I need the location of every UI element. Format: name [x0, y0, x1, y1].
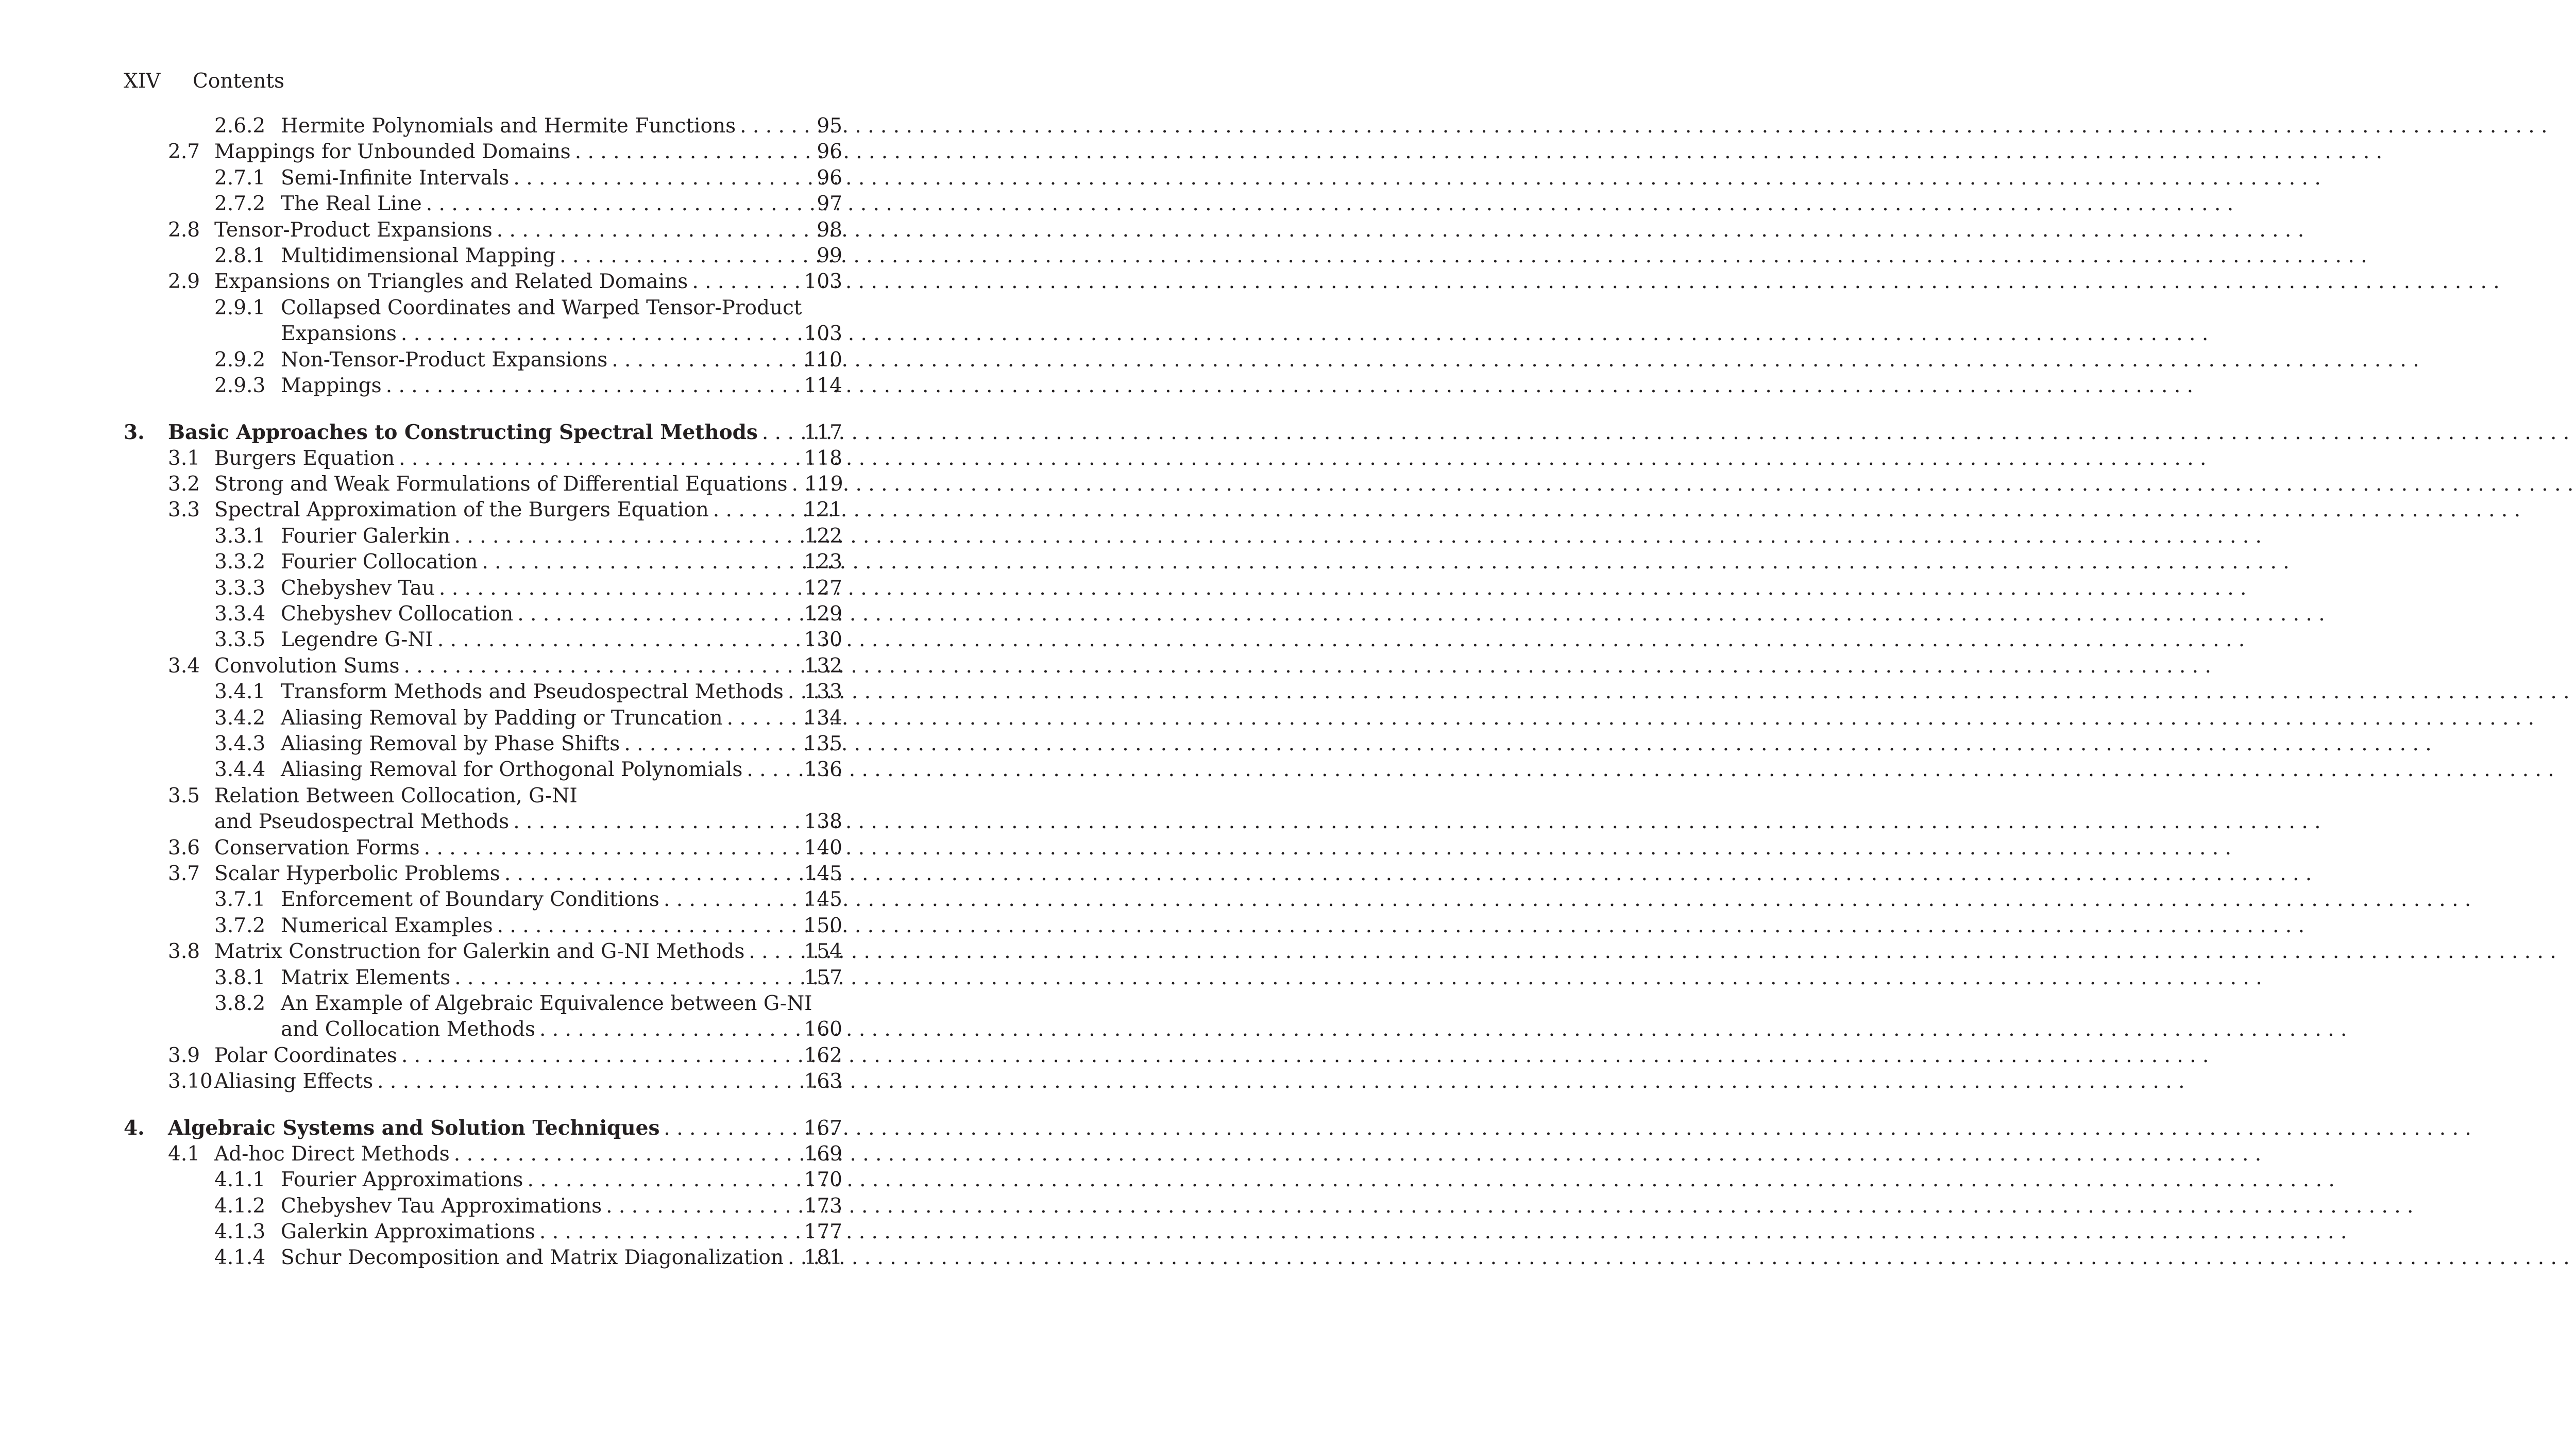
toc-entry-title: Matrix Construction for Galerkin and G-NI Methods — [214, 940, 745, 964]
toc-section-entry[interactable] — [124, 939, 842, 965]
table-of-contents — [124, 113, 842, 1271]
toc-entry-page-number: 96 — [817, 140, 842, 164]
toc-entry[interactable] — [124, 601, 842, 627]
toc-entry-number: 3.6 — [168, 836, 200, 860]
toc-entry[interactable] — [124, 913, 842, 939]
toc-entry-title: Chebyshev Tau Approximations — [281, 1194, 602, 1218]
toc-section-entry[interactable] — [124, 139, 842, 165]
toc-entry-title: Polar Coordinates — [214, 1044, 397, 1067]
toc-entry-page-number: 134 — [804, 706, 842, 730]
toc-section-entry[interactable] — [124, 446, 842, 472]
chapter-gap — [124, 1095, 842, 1115]
toc-entry-number: 3.8 — [168, 940, 200, 964]
toc-entry-number: 3.5 — [168, 784, 200, 807]
toc-entry-title: and Collocation Methods — [281, 1018, 535, 1041]
toc-chapter-entry[interactable] — [124, 419, 842, 445]
dot-leader — [400, 653, 801, 679]
toc-entry-number: 2.7.1 — [214, 166, 266, 190]
toc-entry-number: 3.3.4 — [214, 602, 266, 626]
toc-entry[interactable] — [124, 1193, 842, 1219]
dot-leader — [509, 165, 801, 191]
toc-entry-title: Tensor-Product Expansions — [214, 218, 493, 242]
toc-entry-page-number: 181 — [804, 1246, 842, 1270]
toc-entry-page-number: 103 — [804, 270, 842, 294]
dot-leader — [450, 524, 801, 549]
dot-leader — [493, 217, 801, 243]
dot-leader — [535, 1017, 801, 1042]
dot-leader — [688, 269, 801, 295]
toc-entry-title: Collapsed Coordinates and Warped Tensor-Product — [281, 296, 802, 319]
toc-entry-page-number: 110 — [804, 348, 842, 372]
dot-leader — [420, 835, 801, 861]
toc-entry-page-number: 123 — [804, 550, 842, 574]
toc-entry-page-number: 117 — [804, 421, 842, 445]
toc-entry-title: Mappings for Unbounded Domains — [214, 140, 571, 164]
toc-entry-title: Scalar Hyperbolic Problems — [214, 862, 500, 885]
toc-entry-title: Schur Decomposition and Matrix Diagonalization — [281, 1246, 784, 1270]
toc-entry-page-number: 136 — [804, 758, 842, 782]
toc-entry-number: 3.4.3 — [214, 732, 266, 755]
dot-leader — [435, 576, 801, 601]
toc-entry-number: 3.9 — [168, 1044, 200, 1067]
toc-entry-number: 4.1.1 — [214, 1168, 266, 1192]
running-header — [124, 66, 284, 97]
dot-leader — [397, 1043, 801, 1069]
toc-entry-number: 4.1.3 — [214, 1220, 266, 1244]
dot-leader — [709, 497, 801, 523]
toc-entry-number: 4.1.4 — [214, 1246, 266, 1270]
toc-section-entry[interactable] — [124, 217, 842, 243]
dot-leader — [659, 887, 801, 913]
dot-leader — [723, 705, 801, 731]
toc-entry-title: Relation Between Collocation, G-NI — [214, 784, 578, 807]
toc-entry-title: Fourier Collocation — [281, 550, 478, 574]
dot-leader — [620, 731, 801, 757]
dot-leader — [433, 627, 801, 653]
toc-entry[interactable] — [124, 991, 842, 1017]
toc-entry-page-number: 173 — [804, 1194, 842, 1218]
toc-entry-title: Strong and Weak Formulations of Differential Equations — [214, 473, 788, 496]
toc-entry-title: Hermite Polynomials and Hermite Functions — [281, 114, 736, 138]
toc-entry-number: 3.1 — [168, 446, 200, 470]
toc-entry[interactable] — [124, 165, 842, 191]
toc-entry-title: Transform Methods and Pseudospectral Methods — [281, 680, 784, 704]
toc-entry-title: Spectral Approximation of the Burgers Equation — [214, 498, 709, 522]
toc-entry-page-number: 127 — [804, 576, 842, 600]
dot-leader — [788, 472, 802, 497]
dot-leader — [535, 1219, 801, 1245]
toc-entry-page-number: 154 — [804, 940, 842, 964]
toc-entry-page-number: 145 — [804, 888, 842, 912]
dot-leader — [382, 373, 801, 399]
toc-entry-number: 3.2 — [168, 473, 200, 496]
dot-leader — [758, 420, 801, 446]
toc-entry-page-number: 122 — [804, 524, 842, 548]
toc-entry-page-number: 138 — [804, 810, 842, 834]
toc-entry[interactable] — [124, 576, 842, 601]
toc-entry-number: 2.9.1 — [214, 296, 266, 319]
chapter-gap — [124, 399, 842, 419]
toc-entry[interactable] — [124, 1245, 842, 1271]
toc-entry-title: Aliasing Effects — [214, 1070, 374, 1093]
toc-entry-number: 3.4.1 — [214, 680, 266, 704]
toc-entry-number: 4.1 — [168, 1142, 200, 1166]
toc-entry-page-number: 129 — [804, 602, 842, 626]
toc-entry-number: 4.1.2 — [214, 1194, 266, 1218]
toc-entry-number: 3.7.2 — [214, 914, 266, 937]
toc-entry-number: 3.3.5 — [214, 628, 266, 652]
toc-section-entry[interactable] — [124, 1043, 842, 1069]
toc-entry-page-number: 133 — [804, 680, 842, 704]
toc-entry-title: Algebraic Systems and Solution Techniques — [168, 1116, 660, 1140]
toc-entry[interactable] — [124, 321, 842, 347]
toc-entry-page-number: 145 — [804, 862, 842, 885]
dot-leader — [571, 139, 801, 165]
toc-entry-number: 3.3.1 — [214, 524, 266, 548]
toc-entry-title: Aliasing Removal by Padding or Truncation — [281, 706, 723, 730]
toc-entry-title: Aliasing Removal for Orthogonal Polynomials — [281, 758, 743, 782]
toc-entry-title: Semi-Infinite Intervals — [281, 166, 510, 190]
toc-section-entry[interactable] — [124, 835, 842, 861]
toc-entry-number: 3.3.2 — [214, 550, 266, 574]
toc-entry-page-number: 132 — [804, 654, 842, 678]
toc-entry-page-number: 130 — [804, 628, 842, 652]
toc-entry-title: Chebyshev Tau — [281, 576, 435, 600]
toc-entry-title: Matrix Elements — [281, 966, 451, 989]
toc-entry[interactable] — [124, 757, 842, 783]
dot-leader — [555, 243, 801, 269]
toc-entry[interactable] — [124, 887, 842, 913]
toc-entry-number: 2.7 — [168, 140, 200, 164]
dot-leader — [744, 939, 801, 965]
toc-chapter-entry[interactable] — [124, 1115, 842, 1141]
toc-entry-title: Chebyshev Collocation — [281, 602, 514, 626]
toc-entry-page-number: 95 — [817, 114, 842, 138]
toc-entry-title: Ad-hoc Direct Methods — [214, 1142, 450, 1166]
toc-entry-title: Legendre G-NI — [281, 628, 433, 652]
toc-entry-number: 2.6.2 — [214, 114, 266, 138]
dot-leader — [450, 965, 801, 991]
toc-entry[interactable] — [124, 347, 842, 373]
toc-section-entry[interactable] — [124, 861, 842, 887]
dot-leader — [736, 113, 801, 139]
toc-entry-page-number: 114 — [804, 374, 842, 397]
toc-entry-title: and Pseudospectral Methods — [214, 810, 510, 834]
toc-section-entry[interactable] — [124, 269, 842, 295]
toc-entry-page-number: 140 — [804, 836, 842, 860]
toc-entry[interactable] — [124, 1017, 842, 1042]
toc-section-entry[interactable] — [124, 1069, 842, 1095]
toc-entry-number: 3.4 — [168, 654, 200, 678]
toc-entry-title: Enforcement of Boundary Conditions — [281, 888, 659, 912]
toc-entry-title: Non-Tensor-Product Expansions — [281, 348, 608, 372]
toc-entry-number: 2.9.2 — [214, 348, 266, 372]
toc-entry-title: The Real Line — [281, 192, 422, 216]
toc-entry-number: 4. — [124, 1116, 145, 1140]
dot-leader — [422, 191, 801, 217]
dot-leader — [784, 679, 801, 705]
toc-entry[interactable] — [124, 1219, 842, 1245]
toc-entry[interactable] — [124, 731, 842, 757]
toc-entry-title: An Example of Algebraic Equivalence between G-NI — [281, 991, 812, 1015]
dot-leader — [742, 757, 801, 783]
toc-entry[interactable] — [124, 295, 842, 321]
toc-section-entry[interactable] — [124, 497, 842, 523]
toc-entry-number: 3.7.1 — [214, 888, 266, 912]
toc-entry-title: Galerkin Approximations — [281, 1220, 535, 1244]
toc-entry-page-number: 121 — [804, 498, 842, 522]
toc-entry-page-number: 170 — [804, 1168, 842, 1192]
dot-leader — [373, 1069, 801, 1095]
toc-entry-number: 3.8.2 — [214, 991, 266, 1015]
dot-leader — [602, 1193, 801, 1219]
toc-entry-page-number: 163 — [804, 1070, 842, 1093]
toc-entry[interactable] — [124, 549, 842, 575]
toc-entry-page-number: 99 — [817, 244, 842, 267]
dot-leader — [607, 347, 801, 373]
header-page-number: XIV — [124, 70, 161, 93]
dot-leader — [395, 446, 801, 472]
toc-entry[interactable] — [124, 679, 842, 705]
toc-entry-title: Expansions — [281, 322, 397, 346]
toc-entry-number: 2.9.3 — [214, 374, 266, 397]
toc-section-entry[interactable] — [124, 783, 842, 809]
toc-entry-page-number: 157 — [804, 966, 842, 989]
dot-leader — [500, 861, 801, 887]
toc-entry-page-number: 98 — [817, 218, 842, 242]
toc-entry-title: Fourier Approximations — [281, 1168, 523, 1192]
toc-entry[interactable] — [124, 524, 842, 549]
toc-section-entry[interactable] — [124, 653, 842, 679]
toc-entry-page-number: 96 — [817, 166, 842, 190]
toc-entry[interactable] — [124, 191, 842, 217]
toc-entry-title: Mappings — [281, 374, 382, 397]
toc-entry[interactable] — [124, 113, 842, 139]
toc-entry-number: 2.8.1 — [214, 244, 266, 267]
toc-entry-page-number: 97 — [817, 192, 842, 216]
toc-entry[interactable] — [124, 705, 842, 731]
dot-leader — [397, 321, 801, 347]
toc-entry-number: 3.4.4 — [214, 758, 266, 782]
toc-entry-title: Numerical Examples — [281, 914, 493, 937]
toc-entry-number: 3.10 — [168, 1070, 213, 1093]
toc-entry-page-number: 177 — [804, 1220, 842, 1244]
dot-leader — [513, 601, 801, 627]
toc-entry-title: Multidimensional Mapping — [281, 244, 556, 267]
dot-leader — [450, 1141, 801, 1167]
toc-entry[interactable] — [124, 243, 842, 269]
toc-entry-title: Burgers Equation — [214, 446, 395, 470]
toc-entry[interactable] — [124, 373, 842, 399]
toc-entry[interactable] — [124, 1167, 842, 1193]
toc-section-entry[interactable] — [124, 472, 842, 497]
toc-entry[interactable] — [124, 627, 842, 653]
toc-entry-number: 3.4.2 — [214, 706, 266, 730]
dot-leader — [493, 913, 801, 939]
toc-entry-page-number: 160 — [804, 1018, 842, 1041]
dot-leader — [478, 549, 801, 575]
toc-entry-number: 2.9 — [168, 270, 200, 294]
toc-entry-page-number: 169 — [804, 1142, 842, 1166]
dot-leader — [509, 809, 801, 835]
toc-entry-number: 3.8.1 — [214, 966, 266, 989]
toc-entry-title: Conservation Forms — [214, 836, 420, 860]
toc-entry-number: 3.3 — [168, 498, 200, 522]
toc-entry-number: 3.7 — [168, 862, 200, 885]
toc-entry-title: Aliasing Removal by Phase Shifts — [281, 732, 620, 755]
toc-entry-page-number: 167 — [804, 1117, 842, 1140]
dot-leader — [523, 1167, 801, 1193]
dot-leader — [784, 1245, 801, 1271]
toc-entry-number: 2.7.2 — [214, 192, 266, 216]
toc-entry[interactable] — [124, 965, 842, 991]
toc-entry-page-number: 119 — [805, 473, 843, 496]
toc-entry[interactable] — [124, 809, 842, 835]
toc-entry-page-number: 135 — [804, 732, 842, 755]
toc-entry-page-number: 103 — [804, 322, 842, 346]
toc-entry-number: 2.8 — [168, 218, 200, 242]
toc-entry-number: 3. — [124, 420, 145, 445]
toc-entry-title: Convolution Sums — [214, 654, 400, 678]
toc-entry-title: Fourier Galerkin — [281, 524, 450, 548]
dot-leader — [659, 1116, 801, 1141]
header-title: Contents — [193, 70, 284, 93]
toc-section-entry[interactable] — [124, 1141, 842, 1167]
toc-entry-page-number: 150 — [804, 914, 842, 937]
toc-entry-title: Expansions on Triangles and Related Domains — [214, 270, 688, 294]
toc-entry-number: 3.3.3 — [214, 576, 266, 600]
toc-entry-page-number: 162 — [804, 1044, 842, 1067]
toc-entry-title: Basic Approaches to Constructing Spectral Methods — [168, 420, 758, 445]
toc-entry-page-number: 118 — [804, 446, 842, 470]
